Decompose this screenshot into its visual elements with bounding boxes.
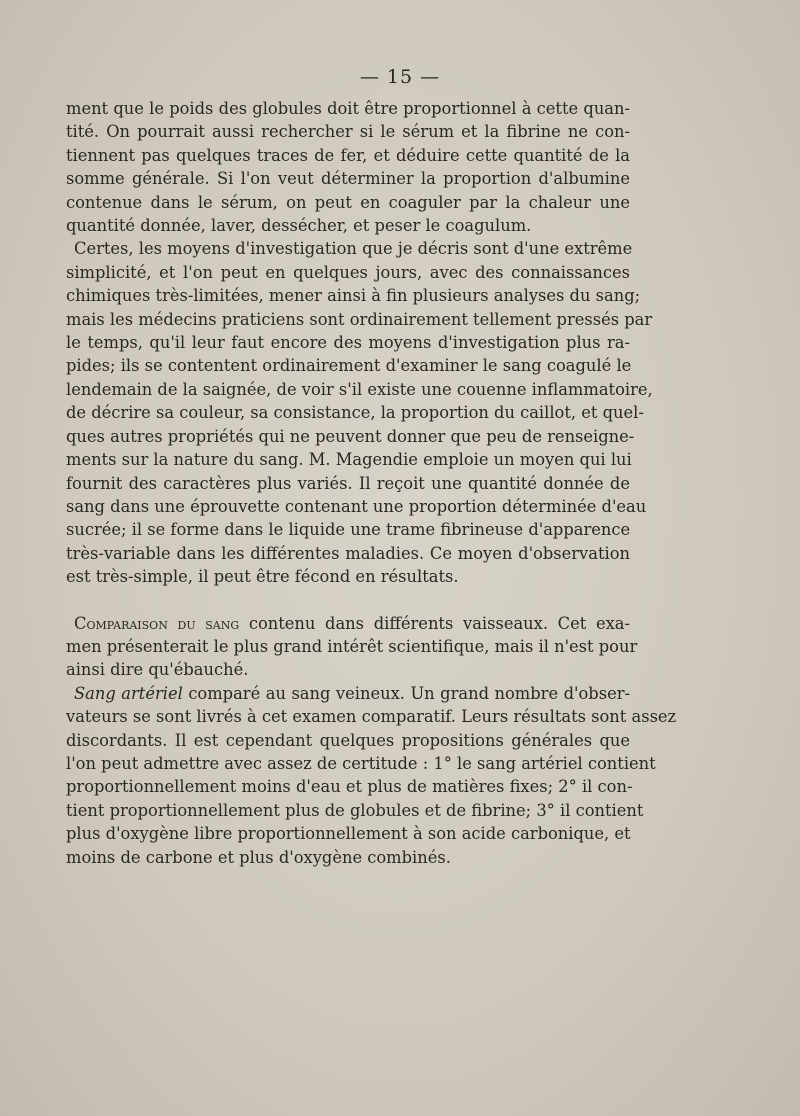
- text-line-rest: comparé au sang veineux. Un grand nombre d'obser-: [182, 683, 630, 703]
- paragraph-3: [66, 612, 638, 682]
- text-line: l'on peut admettre avec assez de certitude : 1° le sang artériel contient: [66, 753, 656, 773]
- italic-lead: Sang artériel: [74, 683, 183, 703]
- text-line: fournit des caractères plus variés. Il reçoit une quantité donnée de: [66, 473, 630, 493]
- body-text: [66, 97, 677, 869]
- text-line: le temps, qu'il leur faut encore des moyens d'investigation plus ra-: [66, 333, 630, 353]
- text-line: ques autres propriétés qui ne peuvent donner que peu de renseigne-: [66, 426, 635, 446]
- text-line: chimiques très-limitées, mener ainsi à fin plusieurs analyses du sang;: [66, 286, 641, 306]
- text-line: moins de carbone et plus d'oxygène combinés.: [66, 847, 451, 867]
- text-line: mais les médecins praticiens sont ordinairement tellement pressés par: [66, 309, 653, 329]
- section-heading: Comparaison du sang: [74, 613, 240, 633]
- text-line: contenue dans le sérum, on peut en coaguler par la chaleur une: [66, 192, 630, 212]
- text-line: ment que le poids des globules doit être proportionnel à cette quan-: [66, 99, 630, 118]
- text-line-rest: contenu dans différents vaisseaux. Cet exa-: [239, 613, 631, 633]
- text-line: sang dans une éprouvette contenant une proportion déterminée d'eau: [66, 496, 647, 516]
- section-gap: [66, 589, 630, 612]
- text-line: plus d'oxygène libre proportionnellement à son acide carbonique, et: [66, 824, 631, 844]
- text-line: pides; ils se contentent ordinairement d'examiner le sang coagulé le: [66, 356, 632, 376]
- text-line: de décrire sa couleur, sa consistance, la proportion du caillot, et quel-: [66, 403, 644, 423]
- text-line: ments sur la nature du sang. M. Magendie emploie un moyen qui lui: [66, 450, 632, 470]
- text-line: ainsi dire qu'ébauché.: [66, 660, 249, 680]
- text-line: quantité donnée, laver, dessécher, et peser le coagulum.: [66, 216, 532, 236]
- text-line: tiennent pas quelques traces de fer, et déduire cette quantité de la: [66, 145, 630, 165]
- text-line: somme générale. Si l'on veut déterminer la proportion d'albumine: [66, 169, 630, 189]
- text-line: proportionnellement moins d'eau et plus de matières fixes; 2° il con-: [66, 777, 633, 797]
- text-line: men présenterait le plus grand intérêt scientifique, mais il n'est pour: [66, 636, 638, 656]
- text-line: [66, 612, 630, 635]
- text-line: lendemain de la saignée, de voir s'il existe une couenne inflammatoire,: [66, 379, 653, 399]
- paragraph-4: [66, 682, 677, 869]
- text-line: Certes, les moyens d'investigation que je décris sont d'une extrême: [74, 239, 633, 259]
- text-line: très-variable dans les différentes maladies. Ce moyen d'observation: [66, 543, 630, 563]
- text-line: sucrée; il se forme dans le liquide une trame fibrineuse d'apparence: [66, 520, 631, 540]
- text-line: vateurs se sont livrés à cet examen comparatif. Leurs résultats sont assez: [66, 707, 677, 727]
- text-line: tité. On pourrait aussi rechercher si le sérum et la fibrine ne con-: [66, 122, 630, 142]
- paragraph-1: [66, 97, 630, 237]
- text-line: tient proportionnellement plus de globules et de fibrine; 3° il contient: [66, 800, 644, 820]
- page-number: — 15 —: [359, 66, 441, 88]
- paragraph-2: [66, 237, 653, 588]
- text-line: est très-simple, il peut être fécond en résultats.: [66, 567, 459, 587]
- text-line: simplicité, et l'on peut en quelques jours, avec des connaissances: [66, 262, 630, 282]
- text-line: discordants. Il est cependant quelques propositions générales que: [66, 730, 630, 750]
- text-line: [66, 682, 630, 705]
